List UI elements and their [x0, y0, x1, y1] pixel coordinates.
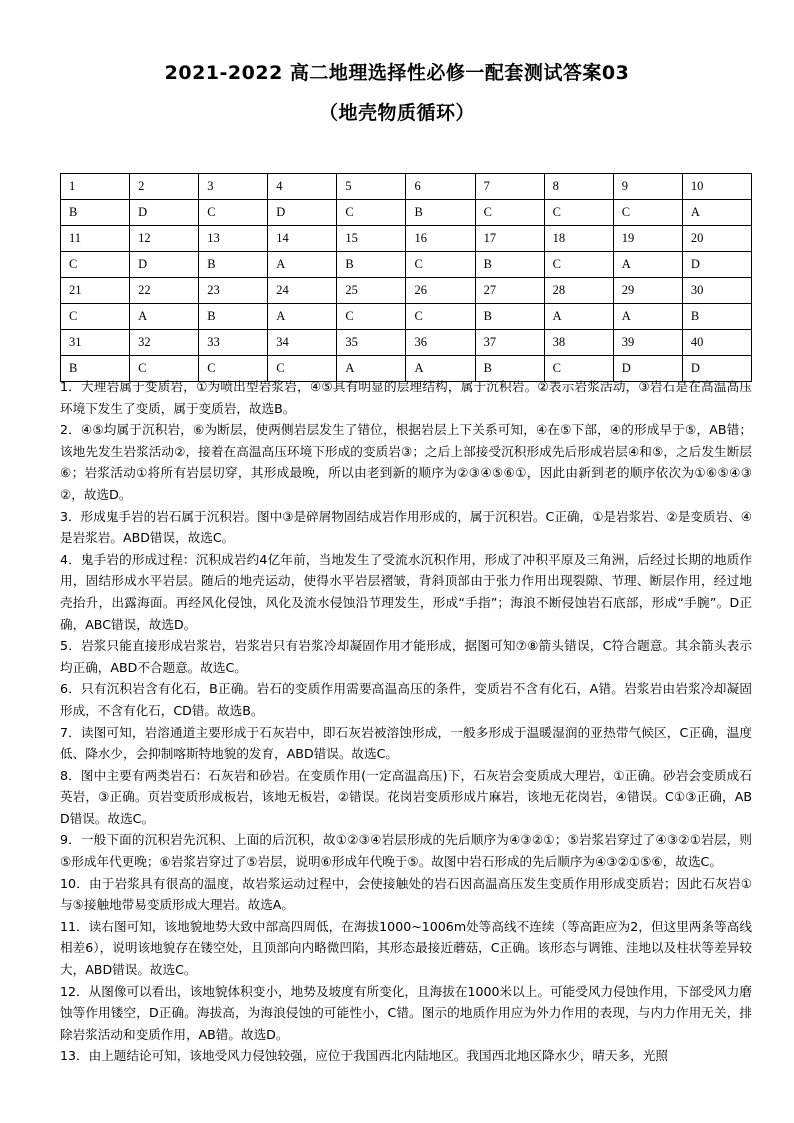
- question-number-cell: 14: [268, 226, 337, 252]
- answer-cell: D: [682, 252, 751, 278]
- question-number-cell: 21: [61, 278, 130, 304]
- answer-cell: B: [337, 252, 406, 278]
- question-number-cell: 9: [613, 174, 682, 200]
- question-number-cell: 4: [268, 174, 337, 200]
- answer-cell: C: [406, 252, 475, 278]
- answer-cell: B: [682, 304, 751, 330]
- answer-cell: D: [682, 356, 751, 382]
- question-number-cell: 7: [475, 174, 544, 200]
- question-number-cell: 11: [61, 226, 130, 252]
- explanation-item: 13．由上题结论可知，该地受风力侵蚀较强，应位于我国西北内陆地区。我国西北地区降水少，晴天多，光照: [60, 1048, 668, 1064]
- explanation-item: 10．由于岩浆具有很高的温度，故岩浆运动过程中，会使接触处的岩石因高温高压发生变质作用形成变质岩；因此石灰岩①与⑤接触地带易变质形成大理岩。故选A。: [60, 875, 752, 913]
- answer-cell: C: [406, 304, 475, 330]
- explanation-item: 1．大理岩属于变质岩，①为喷出型岩浆岩，④⑤具有明显的层理结构，属于沉积岩。②表示岩浆活动，③岩石是在高温高压环境下发生了变质，属于变质岩，故选B。: [60, 379, 752, 416]
- question-number-cell: 24: [268, 278, 337, 304]
- answer-cell: C: [130, 356, 199, 382]
- answer-cell: A: [337, 356, 406, 382]
- question-number-cell: 27: [475, 278, 544, 304]
- question-number-cell: 12: [130, 226, 199, 252]
- answer-cell: A: [268, 304, 337, 330]
- answer-cell: B: [475, 304, 544, 330]
- question-number-cell: 17: [475, 226, 544, 252]
- question-number-cell: 26: [406, 278, 475, 304]
- explanation-item: 12．从图像可以看出，该地貌体积变小，地势及坡度有所变化，且海拔在1000米以上。可能受风力侵蚀作用，下部受风力磨蚀等作用镂空，D正确。海拔高，为海浪侵蚀的可能性小，C错。图示的地质作用应为外力作用的表现，与内力作用无关，排除岩浆活动和变质作用，AB错。故选D。: [60, 983, 752, 1042]
- answer-cell: D: [130, 252, 199, 278]
- answer-cell: D: [268, 200, 337, 226]
- explanation-item: 7．读图可知，岩溶通道主要形成于石灰岩中，即石灰岩被溶蚀形成，一般多形成于温暖湿润的亚热带气候区，C正确，温度低、降水少，会抑制喀斯特地貌的发育，ABD错误。故选C。: [60, 724, 752, 762]
- question-number-cell: 13: [199, 226, 268, 252]
- question-number-row: [61, 330, 752, 356]
- answer-cell: C: [61, 252, 130, 278]
- answer-cell: D: [613, 356, 682, 382]
- question-number-cell: 15: [337, 226, 406, 252]
- answer-cell: C: [268, 356, 337, 382]
- question-number-cell: 33: [199, 330, 268, 356]
- answer-cell: B: [61, 356, 130, 382]
- answer-cell: B: [475, 252, 544, 278]
- answer-cell: C: [475, 200, 544, 226]
- answer-cell: D: [130, 200, 199, 226]
- question-number-cell: 38: [544, 330, 613, 356]
- answer-row: [61, 252, 752, 278]
- explanation-item: 3．形成鬼手岩的岩石属于沉积岩。图中③是碎屑物固结成岩作用形成的，属于沉积岩。C正确，①是岩浆岩、②是变质岩、④是岩浆岩。ABD错误，故选C。: [60, 508, 752, 546]
- question-number-cell: 18: [544, 226, 613, 252]
- question-number-cell: 3: [199, 174, 268, 200]
- question-number-row: [61, 174, 752, 200]
- answer-cell: C: [544, 356, 613, 382]
- question-number-cell: 29: [613, 278, 682, 304]
- explanation-item: 2．④⑤均属于沉积岩，⑥为断层，使两侧岩层发生了错位，根据岩层上下关系可知，④在⑤下部，④的形成早于⑤，AB错；该地先发生岩浆活动②，接着在高温高压环境下形成的变质岩③；之后上部接受沉积形成先后形成岩层④和⑤，之后发生断层⑥；岩浆活动①将所有岩层切穿，其形成最晚，所以由老到新的顺序为②③④⑤⑥①，因此由新到老的顺序依次为①⑥⑤④③②，故选D。: [60, 422, 752, 502]
- question-number-cell: 31: [61, 330, 130, 356]
- question-number-cell: 10: [682, 174, 751, 200]
- answer-cell: C: [544, 200, 613, 226]
- answer-cell: A: [613, 252, 682, 278]
- question-number-cell: 30: [682, 278, 751, 304]
- explanation-item: 5．岩浆只能直接形成岩浆岩，岩浆岩只有岩浆冷却凝固作用才能形成，据图可知⑦⑧箭头错误，C符合题意。其余箭头表示均正确，ABD不合题意。故选C。: [60, 638, 752, 675]
- explanation-item: 11．读右图可知，该地貌地势大致中部高四周低，在海拔1000~1006m处等高线不连续（等高距应为2，但这里两条等高线相差6），说明该地貌存在镂空处，且顶部向内略微凹陷，其形态最接近蘑菇，C正确。该形态与调锥、洼地以及柱状等差异较大，ABD错误。故选C。: [60, 918, 752, 978]
- answer-cell: C: [613, 200, 682, 226]
- answer-cell: C: [199, 200, 268, 226]
- question-number-cell: 2: [130, 174, 199, 200]
- explanation-item: 6．只有沉积岩含有化石，B正确。岩石的变质作用需要高温高压的条件，变质岩不含有化石，A错。岩浆岩由岩浆冷却凝固形成，不含有化石，CD错。故选B。: [60, 681, 752, 718]
- page-subtitle: （地壳物质循环）: [318, 102, 475, 124]
- answer-cell: A: [130, 304, 199, 330]
- question-number-cell: 40: [682, 330, 751, 356]
- question-number-cell: 35: [337, 330, 406, 356]
- answer-cell: B: [199, 304, 268, 330]
- question-number-cell: 39: [613, 330, 682, 356]
- question-number-cell: 36: [406, 330, 475, 356]
- question-number-cell: 16: [406, 226, 475, 252]
- answer-table: [60, 173, 752, 382]
- answer-cell: A: [682, 200, 751, 226]
- question-number-cell: 32: [130, 330, 199, 356]
- answer-cell: B: [199, 252, 268, 278]
- question-number-cell: 1: [61, 174, 130, 200]
- answer-cell: A: [268, 252, 337, 278]
- question-number-cell: 6: [406, 174, 475, 200]
- answer-cell: B: [406, 200, 475, 226]
- answer-cell: C: [199, 356, 268, 382]
- question-number-cell: 34: [268, 330, 337, 356]
- question-number-row: [61, 278, 752, 304]
- answer-cell: C: [544, 252, 613, 278]
- page-title: 2021-2022 高二地理选择性必修一配套测试答案03: [164, 62, 630, 84]
- answer-cell: C: [61, 304, 130, 330]
- answer-row: [61, 200, 752, 226]
- answer-cell: A: [544, 304, 613, 330]
- explanation-item: 9．一般下面的沉积岩先沉积、上面的后沉积，故①②③④岩层形成的先后顺序为④③②①；⑤岩浆岩穿过了④③②①岩层，则⑤形成年代更晚；⑥岩浆岩穿过了⑤岩层，说明⑥形成年代晚于⑤。故图中岩石形成的先后顺序为④③②①⑤⑥，故选C。: [60, 832, 752, 870]
- answer-row: [61, 304, 752, 330]
- explanation-item: 8．图中主要有两类岩石：石灰岩和砂岩。在变质作用(一定高温高压)下，石灰岩会变质成大理岩，①正确。砂岩会变质成石英岩，③正确。页岩变质形成板岩，该地无板岩，②错误。花岗岩变质形成片麻岩，该地无花岗岩，④错误。C①③正确，ABD错误。故选C。: [60, 767, 752, 826]
- explanation-block: [60, 376, 752, 1067]
- answer-cell: B: [61, 200, 130, 226]
- question-number-cell: 5: [337, 174, 406, 200]
- question-number-cell: 22: [130, 278, 199, 304]
- answer-cell: C: [337, 304, 406, 330]
- answer-cell: A: [406, 356, 475, 382]
- question-number-cell: 23: [199, 278, 268, 304]
- answer-cell: C: [337, 200, 406, 226]
- question-number-cell: 20: [682, 226, 751, 252]
- explanation-item: 4．鬼手岩的形成过程：沉积成岩约4亿年前，当地发生了受流水沉积作用，形成了冲积平原及三角洲，后经过长期的地质作用，固结形成水平岩层。随后的地壳运动，使得水平岩层褶皱，背斜顶部由于张力作用出现裂隙、节理、断层作用，经过地壳抬升，出露海面。再经风化侵蚀，风化及流水侵蚀沿节理发生，形成“手指”；海浪不断侵蚀岩石底部，形成“手腕”。D正确，ABC错误，故选D。: [60, 551, 752, 632]
- question-number-cell: 25: [337, 278, 406, 304]
- question-number-cell: 28: [544, 278, 613, 304]
- question-number-row: [61, 226, 752, 252]
- question-number-cell: 8: [544, 174, 613, 200]
- question-number-cell: 37: [475, 330, 544, 356]
- question-number-cell: 19: [613, 226, 682, 252]
- answer-cell: B: [475, 356, 544, 382]
- answer-cell: A: [613, 304, 682, 330]
